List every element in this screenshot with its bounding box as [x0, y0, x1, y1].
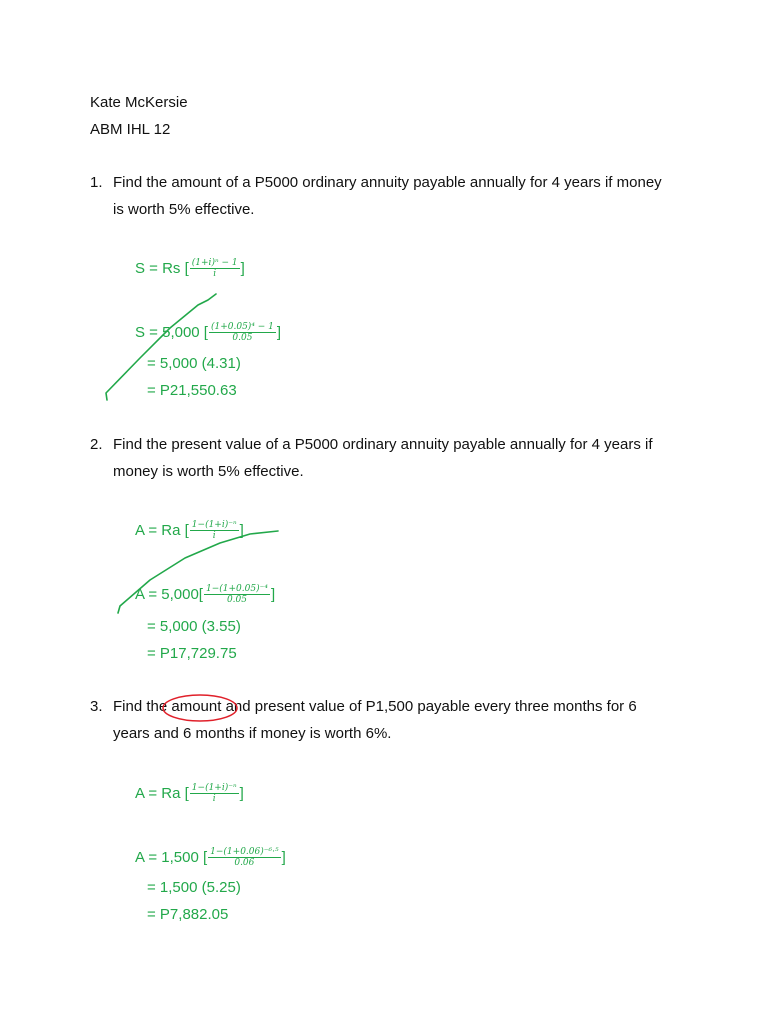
substitution-close-bracket: ]	[270, 585, 276, 603]
substitution-lhs: A = 5,000[	[135, 585, 203, 603]
fraction	[204, 584, 270, 605]
course-code: ABM IHL 12	[90, 121, 171, 138]
fraction-denominator: i	[213, 269, 217, 279]
question-line: Find the amount of a P5000 ordinary annuity payable annually for 4 years if money	[113, 174, 662, 191]
fraction-numerator: 1−(1+i)⁻ⁿ	[191, 520, 237, 530]
calc-result: = P7,882.05	[147, 906, 229, 923]
fraction	[190, 783, 239, 804]
fraction-numerator: 1−(1+0.06)⁻⁶·⁵	[210, 847, 279, 857]
formula-close-bracket: ]	[239, 784, 244, 802]
calc-result: = P17,729.75	[147, 645, 237, 662]
substitution	[135, 847, 286, 868]
formula-lhs: A = Ra [	[135, 521, 189, 539]
question-line: money is worth 5% effective.	[113, 463, 304, 480]
formula-close-bracket: ]	[240, 259, 245, 277]
question-text	[113, 693, 673, 747]
question-number: 3.	[90, 698, 103, 715]
fraction-numerator: 1−(1+0.05)⁻⁴	[205, 584, 268, 594]
calc-step: = 1,500 (5.25)	[147, 879, 241, 896]
formula	[135, 520, 244, 541]
question-text	[113, 169, 673, 223]
fraction-numerator: 1−(1+i)⁻ⁿ	[191, 783, 237, 793]
substitution-close-bracket: ]	[276, 323, 282, 341]
question-number: 1.	[90, 174, 103, 191]
question-line: is worth 5% effective.	[113, 201, 255, 218]
calc-step: = 5,000 (4.31)	[147, 355, 241, 372]
question-line: years and 6 months if money is worth 6%.	[113, 725, 392, 742]
fraction	[190, 520, 239, 541]
fraction	[208, 847, 280, 868]
student-name: Kate McKersie	[90, 94, 188, 111]
substitution-lhs: S = 5,000 [	[135, 323, 208, 341]
calc-result: = P21,550.63	[147, 382, 237, 399]
formula-lhs: S = Rs [	[135, 259, 189, 277]
question-number: 2.	[90, 436, 103, 453]
formula-lhs: A = Ra [	[135, 784, 189, 802]
fraction	[209, 322, 276, 343]
fraction-denominator: 0.06	[234, 858, 255, 868]
fraction-denominator: 0.05	[232, 333, 253, 343]
calc-step: = 5,000 (3.55)	[147, 618, 241, 635]
question-line: Find the present value of a P5000 ordinary annuity payable annually for 4 years if	[113, 436, 653, 453]
substitution-lhs: A = 1,500 [	[135, 848, 208, 866]
fraction-numerator: (1+i)ⁿ − 1	[191, 258, 238, 268]
fraction-denominator: i	[212, 531, 216, 541]
fraction-denominator: i	[212, 794, 216, 804]
fraction-denominator: 0.05	[226, 595, 247, 605]
formula	[135, 258, 245, 279]
fraction	[190, 258, 240, 279]
question-line: Find the amount and present value of P1,500 payable every three months for 6	[113, 698, 637, 715]
question-text	[113, 431, 673, 485]
fraction-numerator: (1+0.05)⁴ − 1	[210, 322, 274, 332]
formula-close-bracket: ]	[239, 521, 244, 539]
substitution	[135, 584, 275, 605]
formula	[135, 783, 244, 804]
substitution-close-bracket: ]	[281, 848, 286, 866]
substitution	[135, 322, 281, 343]
